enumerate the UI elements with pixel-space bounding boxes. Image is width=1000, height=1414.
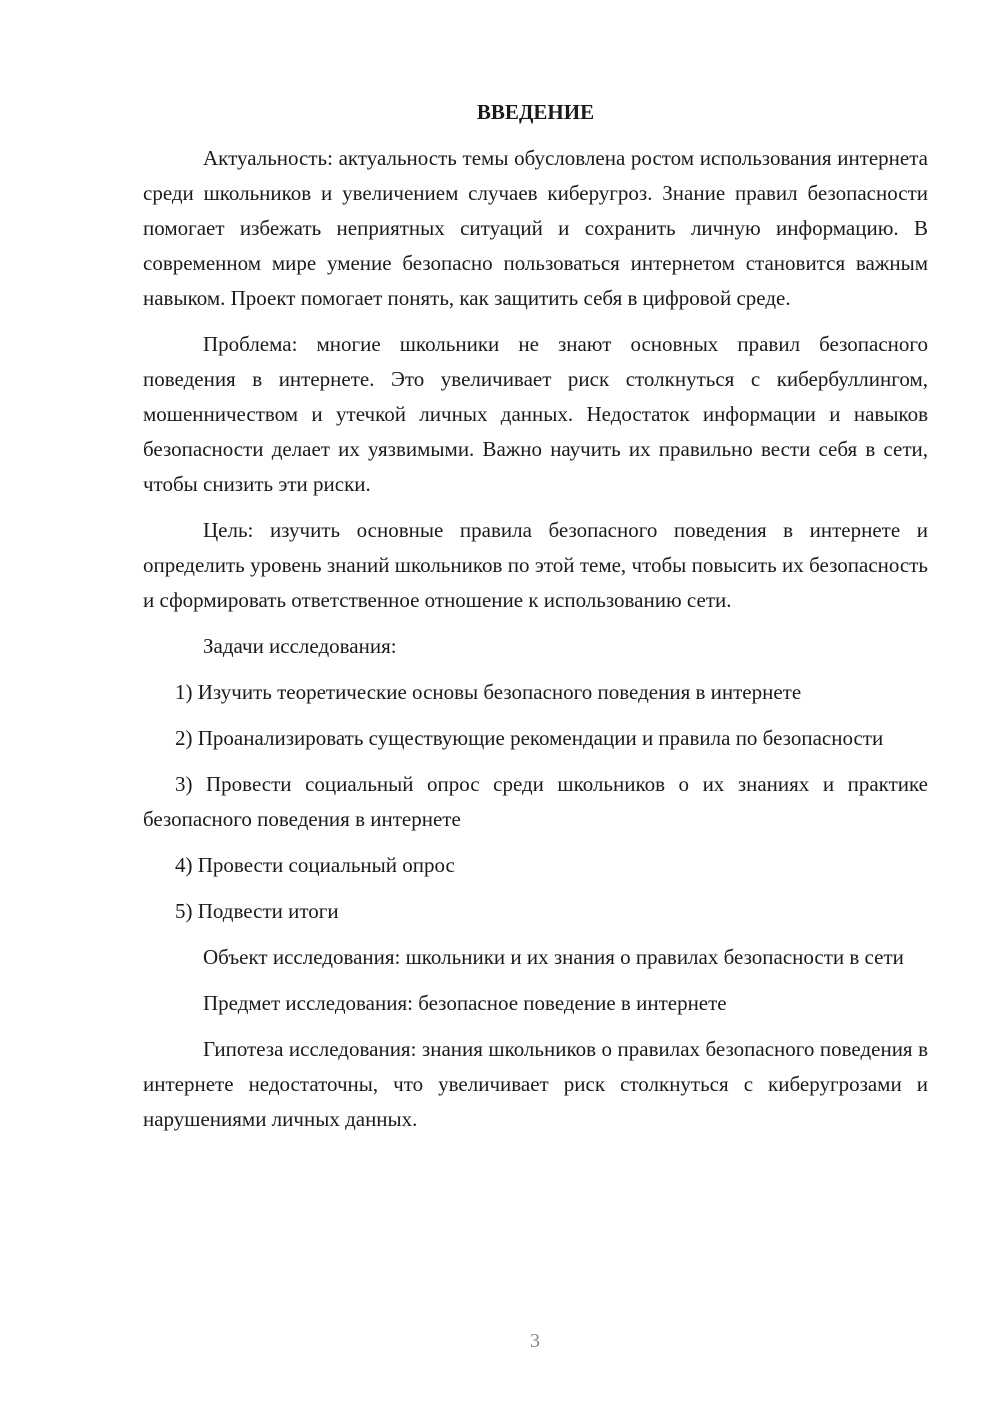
document-page [143,95,928,1148]
task-item-1: 1) Изучить теоретические основы безопасного поведения в интернете [175,680,802,704]
task-item-2: 2) Проанализировать существующие рекомендации и правила по безопасности [175,726,884,750]
task-item-4: 4) Провести социальный опрос [175,853,455,877]
task-item-5: 5) Подвести итоги [175,899,339,923]
page-number: 3 [530,1330,540,1352]
paragraph-hypothesis: Гипотеза исследования: знания школьников о правилах безопасного поведения в интернете недостаточны, что увеличивает риск столкнуться с киберугрозами и нарушениями личных данных. [143,1037,928,1131]
tasks-heading: Задачи исследования: [203,634,397,658]
page-title: ВВЕДЕНИЕ [476,100,595,124]
task-item-3: 3) Провести социальный опрос среди школьников о их знаниях и практике безопасного поведения в интернете [143,772,928,831]
paragraph-object: Объект исследования: школьники и их знания о правилах безопасности в сети [203,945,904,969]
paragraph-subject: Предмет исследования: безопасное поведение в интернете [203,991,727,1015]
paragraph-relevance: Актуальность: актуальность темы обусловлена ростом использования интернета среди школьников и увеличением случаев киберугроз. Знание правил безопасности помогает избежать неприятных ситуаций и сохранить личную информацию. В современном мире умение безопасно пользоваться интернетом становится важным навыком. Проект помогает понять, как защитить себя в цифровой среде. [143,146,928,310]
paragraph-goal: Цель: изучить основные правила безопасного поведения в интернете и определить уровень знаний школьников по этой теме, чтобы повысить их безопасность и сформировать ответственное отношение к использованию сети. [143,518,928,612]
paragraph-problem: Проблема: многие школьники не знают основных правил безопасного поведения в интернете. Это увеличивает риск столкнуться с кибербуллингом, мошенничеством и утечкой личных данных. Недостаток информации и навыков безопасности делает их уязвимыми. Важно научить их правильно вести себя в сети, чтобы снизить эти риски. [143,332,928,496]
